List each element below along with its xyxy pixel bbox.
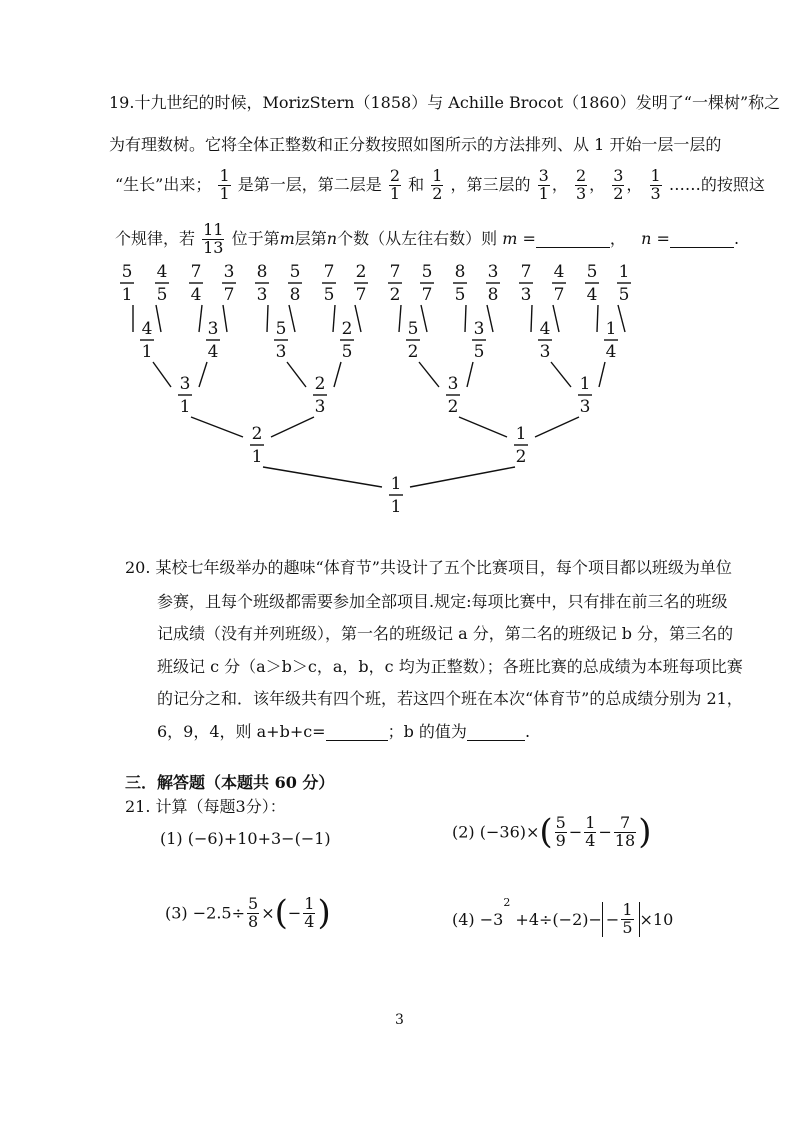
svg-text:8: 8 <box>487 285 499 305</box>
answer-b-blank[interactable] <box>467 724 525 741</box>
tree-edge <box>599 362 605 387</box>
left-paren: ( <box>274 893 288 933</box>
tree-edge <box>289 305 295 332</box>
tree-node-8-5 <box>453 262 467 305</box>
tree-node-4-7 <box>552 262 566 305</box>
tree-edge <box>156 305 161 332</box>
q19-text: 是第一层，第二层是 <box>237 174 382 194</box>
tree-node-2-3 <box>313 374 327 417</box>
tree-node-7-5 <box>322 262 336 305</box>
tree-node-1-3 <box>578 374 592 417</box>
q20-line5: 的记分之和．该年级共有四个班，若这四个班在本次“体育节”的总成绩分别为 21， <box>157 689 743 708</box>
tree-edge <box>399 305 401 332</box>
svg-text:1: 1 <box>579 374 591 394</box>
tree-edge <box>459 417 507 437</box>
tree-node-2-5 <box>340 319 354 362</box>
tree-node-1-5 <box>617 262 631 305</box>
answer-n-label: n = <box>641 228 670 248</box>
fraction-2-1: $\frac{2}{1}$ <box>389 166 401 203</box>
q20-line3: 记成绩（没有并列班级），第一名的班级记 a 分，第二名的班级记 b 分，第三名的 <box>157 624 734 643</box>
answer-m-label: m = <box>502 228 536 248</box>
svg-text:3: 3 <box>487 262 499 282</box>
tree-node-2-1 <box>250 424 264 467</box>
tree-node-5-7 <box>420 262 434 305</box>
fraction-2-3: $\frac{2}{3}$ <box>575 166 587 203</box>
svg-text:3: 3 <box>473 319 485 339</box>
tree-node-5-3 <box>274 319 288 362</box>
tree-node-1-4 <box>604 319 618 362</box>
q20-line1: 20. 某校七年级举办的趣味“体育节”共设计了五个比赛项目，每个项目都以班级为单位 <box>125 558 732 577</box>
tree-node-5-8 <box>288 262 302 305</box>
fraction-1-4: $\frac{1}{4}$ <box>585 812 596 850</box>
svg-text:7: 7 <box>520 262 532 282</box>
minus-sign: − <box>568 822 583 842</box>
svg-text:2: 2 <box>314 374 326 394</box>
fraction-7-18: $\frac{7}{18}$ <box>614 812 636 850</box>
exponent: 2 <box>503 896 511 909</box>
left-paren: ( <box>539 812 553 852</box>
tree-edge <box>487 305 493 332</box>
tree-edge <box>334 362 341 387</box>
q19-line3: “生长”出来； $\frac{1}{1}$ 是第一层，第二层是 $\frac{2}{1}$ 和 $\frac{1}{2}$ ，第三层的 $\frac{3}{1}$ ， $\frac{2}{3}$ ， $\frac{3}{2}$ ， $\frac{1}{3}$ ……的按照这 <box>115 166 765 203</box>
calc-text: (4) −3 <box>452 910 504 929</box>
tree-edge <box>267 305 268 332</box>
svg-text:1: 1 <box>121 285 133 305</box>
fraction-5-9: $\frac{5}{9}$ <box>555 812 566 850</box>
svg-text:3: 3 <box>223 262 235 282</box>
tree-node-1-1 <box>389 474 403 517</box>
fraction-1-5: $\frac{1}{5}$ <box>622 900 633 937</box>
tree-edge <box>467 362 473 387</box>
fraction-1-3: $\frac{1}{3}$ <box>650 166 661 203</box>
q19-text: 个规律，若 <box>115 228 196 248</box>
svg-text:3: 3 <box>447 374 459 394</box>
svg-text:1: 1 <box>390 497 402 517</box>
tree-node-4-1 <box>140 319 154 362</box>
svg-text:2: 2 <box>447 397 459 417</box>
tree-node-5-4 <box>585 262 599 305</box>
svg-text:7: 7 <box>190 262 202 282</box>
tree-edge <box>263 467 382 487</box>
tree-node-1-2 <box>514 424 528 467</box>
svg-text:5: 5 <box>289 262 301 282</box>
svg-text:5: 5 <box>473 342 485 362</box>
svg-text:7: 7 <box>355 285 367 305</box>
tree-node-8-3 <box>255 262 269 305</box>
tree-edge <box>551 362 571 387</box>
tree-node-4-3 <box>538 319 552 362</box>
svg-text:7: 7 <box>389 262 401 282</box>
q19-text: 层第 <box>294 228 327 248</box>
tree-node-3-8 <box>486 262 500 305</box>
tree-node-3-4 <box>206 319 220 362</box>
svg-text:4: 4 <box>539 319 551 339</box>
section-3-title: 三．解答题（本题共 60 分） <box>125 773 335 792</box>
svg-text:4: 4 <box>156 262 168 282</box>
svg-text:2: 2 <box>407 342 419 362</box>
tree-edge <box>553 305 559 332</box>
tree-node-3-2 <box>446 374 460 417</box>
q20-line4: 班级记 c 分（a＞b＞c，a，b，c 均为正整数）；各班比赛的总成绩为本班每项比赛 <box>157 657 743 676</box>
q20-line2: 参赛，且每个班级都需要参加全部项目.规定:每项比赛中，只有排在前三名的班级 <box>157 592 728 611</box>
q19-text: 位于第 <box>231 228 280 248</box>
tree-node-3-5 <box>472 319 486 362</box>
tree-edge <box>223 305 227 332</box>
fraction-3-2: $\frac{3}{2}$ <box>613 166 624 203</box>
absolute-value <box>602 902 640 937</box>
minus-sign: − <box>598 822 612 842</box>
svg-text:1: 1 <box>605 319 617 339</box>
svg-text:3: 3 <box>579 397 591 417</box>
svg-text:5: 5 <box>275 319 287 339</box>
q19-text: ， <box>609 228 626 248</box>
svg-text:4: 4 <box>190 285 202 305</box>
tree-node-7-2 <box>388 262 402 305</box>
q21-title: 21. 计算（每题3分）： <box>125 797 286 816</box>
svg-text:4: 4 <box>605 342 617 362</box>
answer-sum-blank[interactable] <box>326 724 388 741</box>
tree-edge <box>531 305 532 332</box>
calc-problem-2 <box>452 812 651 852</box>
svg-text:7: 7 <box>323 262 335 282</box>
tree-edge <box>597 305 598 332</box>
svg-text:5: 5 <box>323 285 335 305</box>
svg-text:1: 1 <box>618 262 630 282</box>
svg-text:1: 1 <box>251 447 263 467</box>
fraction-1-1: $\frac{1}{1}$ <box>219 166 230 203</box>
tree-edge <box>421 305 427 332</box>
svg-text:2: 2 <box>341 319 353 339</box>
svg-text:3: 3 <box>207 319 219 339</box>
tree-node-7-3 <box>519 262 533 305</box>
svg-text:5: 5 <box>407 319 419 339</box>
svg-text:4: 4 <box>586 285 598 305</box>
tree-node-3-1 <box>178 374 192 417</box>
q19-text: 和 <box>408 174 425 194</box>
svg-text:4: 4 <box>553 262 565 282</box>
svg-text:7: 7 <box>223 285 235 305</box>
tree-node-4-5 <box>155 262 169 305</box>
svg-text:5: 5 <box>421 262 433 282</box>
tree-edge <box>333 305 335 332</box>
tree-edge <box>153 362 171 387</box>
minus-sign: − <box>287 903 302 923</box>
calc-problem-4 <box>452 896 673 937</box>
svg-text:2: 2 <box>355 262 367 282</box>
svg-text:7: 7 <box>421 285 433 305</box>
fraction-11-13: $\frac{11}{13}$ <box>203 220 224 257</box>
svg-text:5: 5 <box>121 262 133 282</box>
svg-text:1: 1 <box>141 342 153 362</box>
calc-text: ×10 <box>639 910 674 929</box>
tree-edge <box>419 362 439 387</box>
svg-text:2: 2 <box>515 447 527 467</box>
tree-edge <box>465 305 466 332</box>
svg-text:8: 8 <box>289 285 301 305</box>
page-number: 3 <box>395 1012 404 1028</box>
minus-sign: − <box>605 910 620 929</box>
times-sign: × <box>261 903 275 923</box>
q19-line2: 为有理数树。它将全体正整数和正分数按照如图所示的方法排列、从 1 开始一层一层的 <box>109 135 722 154</box>
tree-edge <box>535 417 579 437</box>
q20-line6 <box>157 724 530 741</box>
tree-node-5-2 <box>406 319 420 362</box>
fraction-1-2: $\frac{1}{2}$ <box>432 166 443 203</box>
tree-edge <box>618 305 625 332</box>
tree-edge <box>355 305 361 332</box>
svg-text:5: 5 <box>156 285 168 305</box>
calc-text: (3) −2.5÷ <box>165 903 246 923</box>
svg-text:5: 5 <box>454 285 466 305</box>
fraction-5-8: $\frac{5}{8}$ <box>248 893 259 931</box>
tree-edge <box>199 305 202 332</box>
tree-node-3-7 <box>222 262 236 305</box>
q19-text: “生长”出来； <box>115 174 212 194</box>
q19-text: 个数（从左往右数）则 <box>337 228 498 248</box>
q20-text: ；b 的值为 <box>387 722 467 741</box>
svg-text:3: 3 <box>539 342 551 362</box>
svg-text:2: 2 <box>251 424 263 444</box>
svg-text:8: 8 <box>256 262 268 282</box>
svg-text:5: 5 <box>341 342 353 362</box>
svg-text:4: 4 <box>207 342 219 362</box>
q19-text: ……的按照这 <box>668 174 765 194</box>
tree-edge <box>199 362 207 387</box>
svg-text:3: 3 <box>520 285 532 305</box>
q20-text: . <box>524 722 531 741</box>
calc-problem-3 <box>165 893 331 933</box>
right-paren: ) <box>638 812 652 852</box>
svg-text:2: 2 <box>389 285 401 305</box>
q19-line1: 19.十九世纪的时候，MorizStern（1858）与 Achille Brocot（1860）发明了“一棵树”称之 <box>109 93 781 112</box>
svg-text:3: 3 <box>275 342 287 362</box>
svg-text:1: 1 <box>390 474 402 494</box>
tree-node-5-1 <box>120 262 134 305</box>
fraction-3-1: $\frac{3}{1}$ <box>538 166 549 203</box>
var-n: n <box>326 228 338 248</box>
svg-text:7: 7 <box>553 285 565 305</box>
svg-text:3: 3 <box>179 374 191 394</box>
svg-text:3: 3 <box>256 285 268 305</box>
tree-edge <box>287 362 306 387</box>
calc-text: +4÷(−2)− <box>510 910 602 929</box>
tree-edge <box>191 417 243 437</box>
var-m: m <box>279 228 295 248</box>
fraction-1-4: $\frac{1}{4}$ <box>304 893 315 931</box>
svg-text:1: 1 <box>179 397 191 417</box>
calc-problem-1: (1) (−6)+10+3−(−1) <box>160 829 331 848</box>
svg-text:1: 1 <box>515 424 527 444</box>
tree-edge <box>410 467 515 487</box>
svg-text:8: 8 <box>454 262 466 282</box>
q19-text: . <box>733 228 740 248</box>
svg-text:5: 5 <box>618 285 630 305</box>
tree-node-7-4 <box>189 262 203 305</box>
q20-text: 6，9，4，则 a+b+c= <box>157 722 326 741</box>
tree-node-2-7 <box>354 262 368 305</box>
svg-text:4: 4 <box>141 319 153 339</box>
tree-edge <box>271 417 314 437</box>
right-paren: ) <box>317 893 331 933</box>
q19-text: ，第三层的 <box>450 174 531 194</box>
calc-text: (2) (−36)× <box>452 822 540 842</box>
svg-text:5: 5 <box>586 262 598 282</box>
svg-text:3: 3 <box>314 397 326 417</box>
